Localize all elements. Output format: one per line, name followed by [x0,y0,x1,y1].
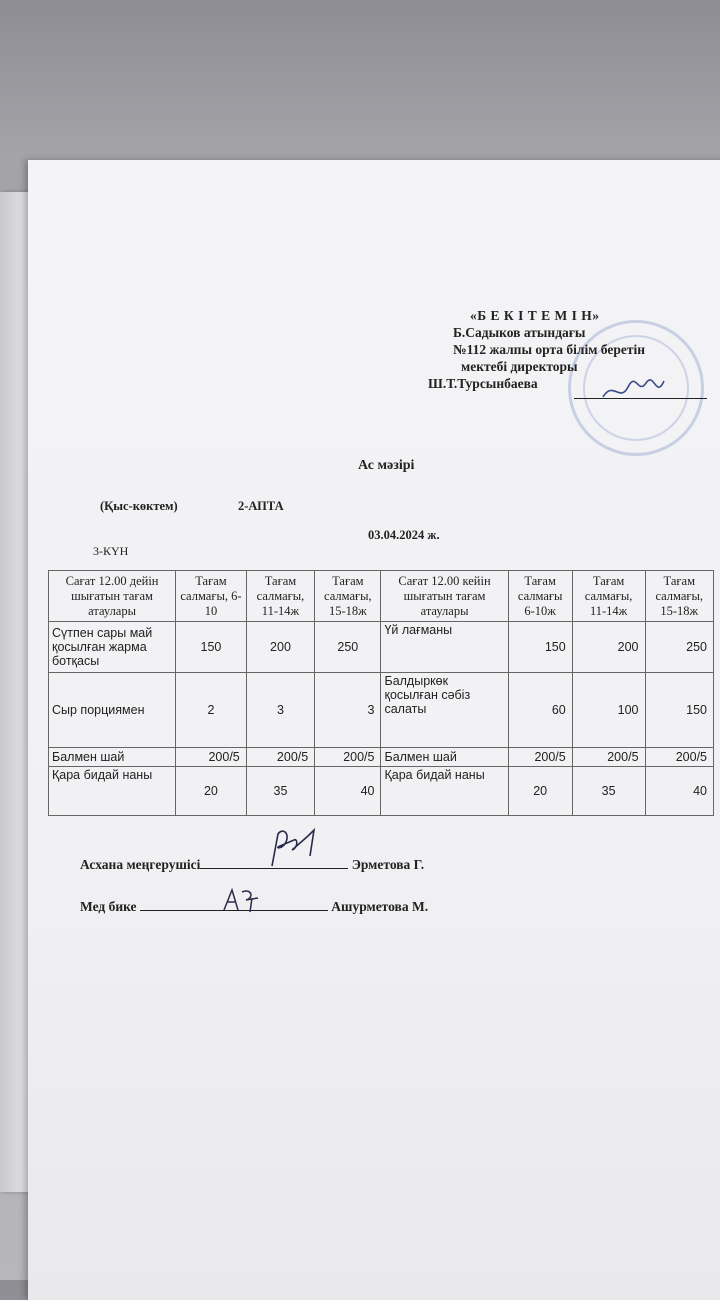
cook-name: Эрметова Г. [351,857,425,872]
table-cell: 2 [176,673,247,748]
background-sheet [0,192,28,1192]
table-cell: 200/5 [508,748,572,767]
menu-table [48,570,714,816]
nurse-label: Мед бике [80,899,137,914]
table-cell: 40 [315,767,381,816]
season-label: (Қыс-көктем) [100,499,178,513]
table-cell: 40 [645,767,713,816]
table-cell: 200 [572,622,645,673]
table-cell: Үй лағманы [381,622,508,673]
table-header: Тағам салмағы, 11-14ж [572,571,645,622]
table-header: Тағам салмағы, 15-18ж [315,571,381,622]
table-cell: 20 [176,767,247,816]
cook-label: Асхана меңгерушісі [80,857,201,872]
table-row [49,767,714,816]
nurse-signature [218,884,268,916]
approval-title: «Б Е К І Т Е М І Н» [470,308,600,323]
approval-director-name: Ш.Т.Турсынбаева [428,376,538,391]
table-cell: 60 [508,673,572,748]
table-cell: 20 [508,767,572,816]
table-cell: 3 [246,673,314,748]
table-cell: 200/5 [315,748,381,767]
date-label: 03.04.2024 ж. [368,528,440,542]
table-cell: 200/5 [645,748,713,767]
table-cell: 35 [246,767,314,816]
table-cell: 100 [572,673,645,748]
approval-position: мектебі директоры [461,359,578,374]
table-cell: 200/5 [176,748,247,767]
approval-block [428,307,720,392]
table-header: Тағам салмағы, 6-10 [176,571,247,622]
document-page [28,160,720,1300]
table-cell: 150 [645,673,713,748]
nurse-name: Ашурметова М. [331,899,429,914]
week-label: 2-АПТА [238,499,284,513]
menu-title: Ас мәзірі [358,458,415,473]
table-cell: 250 [315,622,381,673]
table-row [49,748,714,767]
table-cell: 3 [315,673,381,748]
table-header-row [49,571,714,622]
table-cell: Сүтпен сары май қосылған жарма ботқасы [49,622,176,673]
table-row [49,673,714,748]
table-cell: Қара бидай наны [49,767,176,816]
table-header: Тағам салмағы, 11-14ж [246,571,314,622]
day-label: 3-КҮН [93,544,129,558]
table-header: Сағат 12.00 кейін шығатын тағам атаулары [381,571,508,622]
table-cell: 200/5 [246,748,314,767]
table-cell: 35 [572,767,645,816]
approval-school-type: №112 жалпы орта білім беретін [453,342,645,357]
table-cell: Балмен шай [49,748,176,767]
cook-signature-row [80,856,424,873]
table-header: Сағат 12.00 дейін шығатын тағам атаулары [49,571,176,622]
cook-signature [264,826,324,870]
table-cell: 150 [508,622,572,673]
table-cell: 150 [176,622,247,673]
table-header: Тағам салмағы, 15-18ж [645,571,713,622]
table-cell: Балмен шай [381,748,508,767]
table-header: Тағам салмағы 6-10ж [508,571,572,622]
table-cell: Балдыркөк қосылған сәбіз салаты [381,673,508,748]
approval-school-name: Б.Садыков атындағы [453,325,586,340]
table-cell: 200/5 [572,748,645,767]
director-signature [598,375,668,405]
table-cell: Сыр порциямен [49,673,176,748]
table-cell: 250 [645,622,713,673]
table-row [49,622,714,673]
table-cell: Қара бидай наны [381,767,508,816]
table-cell: 200 [246,622,314,673]
